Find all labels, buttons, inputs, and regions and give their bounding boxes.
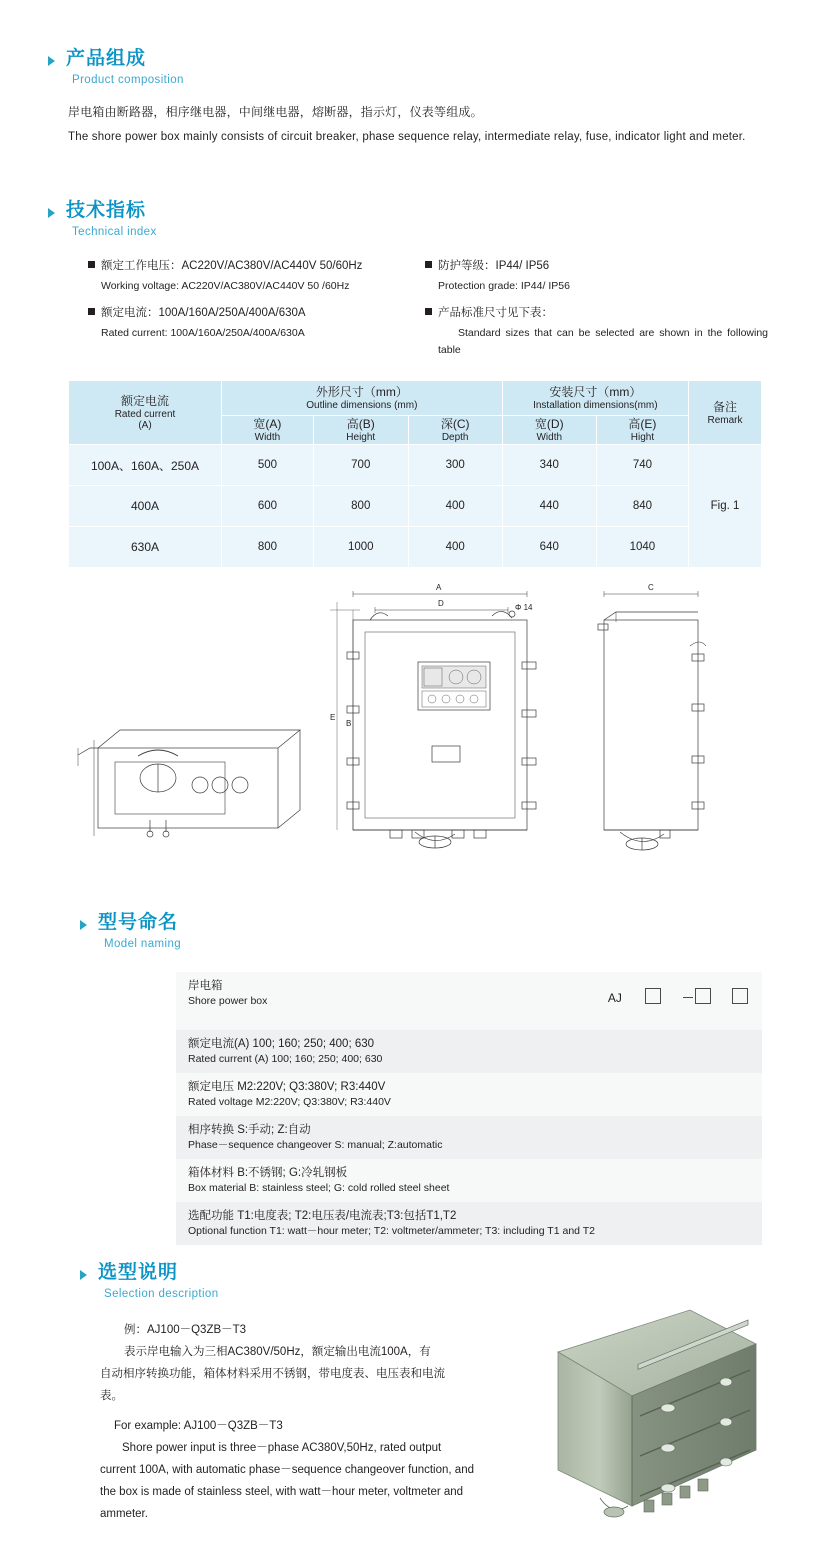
header-outline-dims bbox=[222, 381, 503, 416]
header-height-e-cn: 高(E) bbox=[628, 417, 657, 431]
code-box-2 bbox=[695, 988, 711, 1004]
product-photo bbox=[540, 1300, 770, 1530]
header-width-a-cn: 宽(A) bbox=[253, 417, 282, 431]
header-rated-current-en: Rated current bbox=[114, 409, 176, 420]
header-outline-en: Outline dimensions (mm) bbox=[306, 400, 418, 411]
header-height-e bbox=[596, 416, 688, 445]
bullet-arrow-icon bbox=[48, 208, 55, 218]
spec-table bbox=[68, 380, 762, 568]
cell-c-1: 400 bbox=[408, 486, 502, 527]
header-height-b bbox=[313, 416, 408, 445]
model-code-prefix: AJ bbox=[607, 991, 622, 1005]
model-row-cn: 岸电箱 bbox=[188, 980, 223, 992]
spec-table-body bbox=[69, 445, 762, 568]
tech-item-current-cn: 额定电流：100A/160A/250A/400A/630A bbox=[101, 307, 306, 319]
drawing-top-view bbox=[78, 730, 300, 837]
model-row-optional-function bbox=[176, 1202, 762, 1245]
header-height-e-en: Hight bbox=[630, 432, 655, 443]
table-row bbox=[69, 527, 762, 568]
section-title-cn: 产品组成 bbox=[66, 48, 147, 69]
selection-cn-line-1: 表示岸电输入为三相AC380V/50Hz，额定输出电流100A，有 bbox=[124, 1346, 431, 1358]
cell-b-1: 800 bbox=[313, 486, 408, 527]
product-composition-body-en: The shore power box mainly consists of circuit breaker, phase sequence relay, intermediate relay, fuse, indicator light and meter. bbox=[68, 131, 746, 143]
spec-table-head bbox=[69, 381, 762, 445]
tech-item-voltage-cn: 额定工作电压：AC220V/AC380V/AC440V 50/60Hz bbox=[101, 260, 363, 272]
header-rated-current-cn: 额定电流 bbox=[120, 394, 169, 408]
cell-d-1: 440 bbox=[502, 486, 596, 527]
tech-item-voltage bbox=[88, 258, 418, 295]
cell-a-0: 500 bbox=[222, 445, 314, 486]
bullet-arrow-icon bbox=[80, 920, 87, 930]
cell-current-2: 630A bbox=[69, 527, 222, 568]
label-e: E bbox=[330, 713, 336, 722]
label-b: B bbox=[346, 719, 352, 728]
table-row bbox=[69, 486, 762, 527]
cell-d-0: 340 bbox=[502, 445, 596, 486]
label-hole: Φ 14 bbox=[515, 603, 533, 612]
header-width-d bbox=[502, 416, 596, 445]
model-naming-block bbox=[176, 972, 762, 1245]
drawing-dimension-labels bbox=[330, 583, 654, 728]
code-box-1 bbox=[645, 988, 661, 1004]
model-row-cn: 相序转换 S:手动; Z:自动 bbox=[188, 1124, 311, 1136]
section-title-en: Selection description bbox=[104, 1288, 219, 1300]
header-install-dims bbox=[502, 381, 688, 416]
code-dash bbox=[683, 997, 693, 998]
header-remark-cn: 备注 bbox=[712, 399, 737, 414]
model-row-en: Rated voltage M2:220V; Q3:380V; R3:440V bbox=[188, 1096, 391, 1108]
section-title-cn: 选型说明 bbox=[98, 1262, 179, 1283]
cell-c-0: 300 bbox=[408, 445, 502, 486]
model-row-cn: 额定电压 M2:220V; Q3:380V; R3:440V bbox=[188, 1081, 386, 1093]
header-remark bbox=[689, 381, 762, 445]
tech-item-protection-en: Protection grade: IP44/ IP56 bbox=[438, 280, 570, 292]
header-width-d-cn: 宽(D) bbox=[534, 417, 564, 431]
header-depth-c-en: Depth bbox=[441, 432, 469, 443]
cell-d-2: 640 bbox=[502, 527, 596, 568]
bullet-arrow-icon bbox=[48, 56, 55, 66]
drawing-front-view bbox=[330, 591, 536, 848]
product-composition-body-cn: 岸电箱由断路器，相序继电器，中间继电器，熔断器，指示灯，仪表等组成。 bbox=[68, 105, 483, 119]
bullet-arrow-icon bbox=[80, 1270, 87, 1280]
cell-a-2: 800 bbox=[222, 527, 314, 568]
tech-item-current-en: Rated current: 100A/160A/250A/400A/630A bbox=[101, 327, 305, 339]
cell-e-2: 1040 bbox=[596, 527, 688, 568]
tech-item-standard-sizes-en: Standard sizes that can be selected are shown in the following table bbox=[438, 327, 768, 356]
selection-cn-line-3: 表。 bbox=[100, 1390, 123, 1402]
section-title-en: Product composition bbox=[72, 74, 184, 86]
model-row-cn: 选配功能 T1:电度表; T2:电压表/电流表;T3:包括T1,T2 bbox=[188, 1210, 457, 1222]
table-header-row bbox=[69, 381, 762, 416]
section-title-cn: 技术指标 bbox=[66, 200, 147, 221]
cell-b-2: 1000 bbox=[313, 527, 408, 568]
model-row-box-material bbox=[176, 1159, 762, 1202]
section-model-naming bbox=[80, 912, 480, 950]
cell-e-1: 840 bbox=[596, 486, 688, 527]
header-install-en: Installation dimensions(mm) bbox=[533, 400, 658, 411]
model-row-en: Shore power box bbox=[188, 995, 268, 1007]
model-row-phase-changeover bbox=[176, 1116, 762, 1159]
selection-cn-line-0: 例：AJ100－Q3ZB－T3 bbox=[124, 1324, 247, 1336]
cell-b-0: 700 bbox=[313, 445, 408, 486]
selection-en-line-4: ammeter. bbox=[100, 1508, 148, 1520]
tech-item-protection-cn: 防护等级：IP44/ IP56 bbox=[438, 260, 550, 272]
header-depth-c-cn: 深(C) bbox=[440, 417, 470, 431]
label-a: A bbox=[436, 583, 442, 592]
model-row-en: Phase－sequence changeover S: manual; Z:automatic bbox=[188, 1139, 443, 1151]
model-row-shore-power-box bbox=[176, 972, 762, 1030]
selection-en-line-2: current 100A, with automatic phase－sequence changeover function, and bbox=[100, 1464, 474, 1476]
header-install-cn: 安装尺寸（mm） bbox=[549, 385, 642, 399]
square-bullet-icon bbox=[425, 308, 432, 315]
model-row-en: Box material B: stainless steel; G: cold rolled steel sheet bbox=[188, 1182, 450, 1194]
tech-item-standard-sizes-cn: 产品标准尺寸见下表： bbox=[438, 307, 553, 319]
section-title-en: Model naming bbox=[104, 938, 182, 950]
product-photo-svg bbox=[540, 1300, 770, 1530]
header-width-d-en: Width bbox=[536, 432, 563, 443]
technical-drawing bbox=[60, 580, 770, 870]
cell-current-0: 100A、160A、250A bbox=[69, 445, 222, 486]
cell-current-1: 400A bbox=[69, 486, 222, 527]
section-selection-description bbox=[80, 1262, 480, 1300]
model-row-cn: 箱体材料 B:不锈钢; G:冷轧钢板 bbox=[188, 1167, 348, 1179]
square-bullet-icon bbox=[425, 261, 432, 268]
cell-remark: Fig. 1 bbox=[689, 445, 762, 568]
header-remark-en: Remark bbox=[707, 414, 743, 426]
section-title-en: Technical index bbox=[72, 226, 157, 238]
cell-a-1: 600 bbox=[222, 486, 314, 527]
header-width-a-en: Width bbox=[254, 432, 281, 443]
label-c: C bbox=[648, 583, 654, 592]
square-bullet-icon bbox=[88, 261, 95, 268]
header-height-b-en: Height bbox=[346, 432, 376, 443]
header-outline-cn: 外形尺寸（mm） bbox=[315, 385, 408, 399]
selection-en-line-1: Shore power input is three－phase AC380V,50Hz, rated output bbox=[122, 1442, 442, 1454]
model-row-rated-current bbox=[176, 1030, 762, 1073]
header-depth-c bbox=[408, 416, 502, 445]
header-rated-current-unit: (A) bbox=[138, 420, 152, 431]
section-technical-index bbox=[48, 200, 748, 238]
model-row-rated-voltage bbox=[176, 1073, 762, 1116]
cell-c-2: 400 bbox=[408, 527, 502, 568]
tech-item-current bbox=[88, 305, 418, 342]
tech-item-standard-sizes bbox=[425, 305, 770, 359]
drawing-side-view bbox=[598, 591, 706, 850]
tech-item-voltage-en: Working voltage: AC220V/AC380V/AC440V 50 /60Hz bbox=[101, 280, 350, 292]
square-bullet-icon bbox=[88, 308, 95, 315]
model-row-en: Rated current (A) 100; 160; 250; 400; 630 bbox=[188, 1053, 383, 1065]
tech-item-protection bbox=[425, 258, 765, 295]
section-title-cn: 型号命名 bbox=[98, 912, 179, 933]
table-row bbox=[69, 445, 762, 486]
model-row-cn: 额定电流(A) 100; 160; 250; 400; 630 bbox=[188, 1038, 375, 1050]
header-height-b-cn: 高(B) bbox=[346, 417, 375, 431]
code-box-3 bbox=[732, 988, 748, 1004]
header-rated-current bbox=[69, 381, 222, 445]
cell-e-0: 740 bbox=[596, 445, 688, 486]
selection-en-line-0: For example: AJ100－Q3ZB－T3 bbox=[114, 1420, 283, 1432]
model-code-row bbox=[608, 988, 748, 1005]
header-width-a bbox=[222, 416, 314, 445]
label-d: D bbox=[438, 599, 444, 608]
bottom-connector bbox=[604, 1507, 624, 1517]
selection-en-line-3: the box is made of stainless steel, with watt－hour meter, voltmeter and bbox=[100, 1486, 464, 1498]
selection-cn-line-2: 自动相序转换功能，箱体材料采用不锈钢，带电度表、电压表和电流 bbox=[100, 1368, 445, 1380]
model-row-en: Optional function T1: watt－hour meter; T2: voltmeter/ammeter; T3: including T1 and T2 bbox=[188, 1225, 595, 1237]
drawing-svg bbox=[60, 580, 770, 870]
section-product-composition bbox=[48, 48, 748, 86]
